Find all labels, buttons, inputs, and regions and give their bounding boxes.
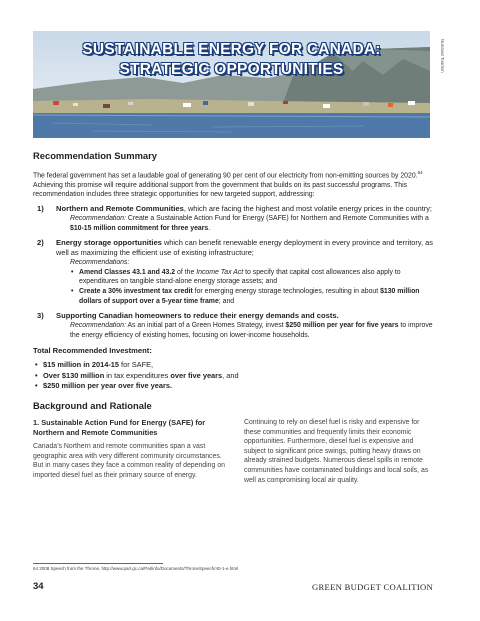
- rec-label: Recommendation:: [70, 322, 126, 330]
- bullet-mid: for emerging energy storage technologies, resulting in about: [192, 288, 381, 296]
- item-heading-rest: which can benefit renewable energy deployment in every province and territory, as well as maximizing the efficient use of existing infrastructure;: [56, 238, 433, 258]
- background-heading: Background and Rationale: [33, 400, 152, 412]
- item-rest: for SAFE,: [119, 360, 154, 370]
- recommendation-summary-heading: Recommendation Summary: [33, 150, 157, 161]
- banner-title-line2: STRATEGIC OPPORTUNITIES: [119, 61, 344, 78]
- item-heading-bold: Northern and Remote Communities: [56, 204, 184, 214]
- rec-end: to improve the energy efficiency of existing homes, focusing on lower-income households.: [70, 322, 433, 339]
- bullet-bold: Create a 30% investment tax credit: [79, 288, 193, 296]
- rec-text: As an initial part of a Green Homes Strategy, invest: [125, 322, 286, 330]
- bullet-bold-2: $130 million dollars of support over a 5-year time frame: [79, 288, 420, 305]
- page-number: 34: [33, 581, 44, 592]
- item-rest-2: , and: [222, 370, 239, 380]
- item-heading: [56, 204, 437, 214]
- two-column-text: [33, 418, 437, 485]
- bullet-bold: Amend Classes 43.1 and 43.2: [79, 268, 176, 276]
- list-item: [33, 381, 437, 391]
- item-bold: $15 million in 2014-15: [43, 360, 119, 370]
- item-number: 2): [37, 238, 44, 248]
- item-recommendation: [56, 214, 437, 233]
- right-column-text: Continuing to rely on diesel fuel is risky and expensive for these communities and frequently limits their economic opportunities. Furthermore, diesel fuel is expensive and subject to significant price swings, putting heavy draws on already strained budgets. Numerous diesel spills in remote communities have contaminated buildings and local soils, as well as compromising local air quality.: [244, 419, 429, 484]
- organization-name: GREEN BUDGET COALITION: [311, 582, 433, 592]
- rec-end: .: [208, 224, 211, 232]
- list-item: [33, 371, 437, 381]
- summary-intro: [33, 168, 437, 200]
- item-recommendation-label: [56, 258, 437, 268]
- sub-bullet-1: [56, 268, 437, 287]
- bullet-rest: to specify that capital cost allowances also apply to expenditures on tangible stand-alone energy storage assets; and: [79, 268, 401, 286]
- total-investment-heading: Total Recommended Investment:: [33, 346, 152, 356]
- recommendation-list: [33, 204, 437, 340]
- bullet-rest: ; and: [218, 297, 235, 305]
- recommendation-2: [33, 238, 437, 306]
- rec-text: Create a Sustainable Action Fund for Energy (SAFE) for Northern and Remote Communities with a: [125, 215, 429, 223]
- item-bold: $250 million per year over five years.: [43, 380, 173, 390]
- item-bold-2: over five years: [170, 370, 223, 380]
- right-column: [244, 418, 437, 485]
- footnote-divider: [33, 563, 163, 564]
- item-number: 1): [37, 204, 44, 214]
- item-heading-bold: Energy storage opportunities: [56, 238, 162, 248]
- bullet-italic: Income Tax Act: [196, 268, 244, 276]
- recommendation-3: [33, 311, 437, 340]
- main-content: [33, 150, 437, 485]
- rec-bold: $250 million per year for five years: [285, 322, 399, 330]
- left-column: [33, 418, 226, 485]
- item-heading: [56, 238, 437, 258]
- header-banner: [33, 31, 430, 138]
- total-investment-section: [33, 345, 437, 391]
- item-heading-rest: , which are facing the highest and most volatile energy prices in the country;: [183, 204, 432, 214]
- rec-bold: $10-15 million commitment for three years: [70, 224, 209, 232]
- footnote: 64 2008 Speech from the Throne, http://www.parl.gc.ca/Parlinfo/Documents/ThroneSpeech/40-1-e.html: [33, 566, 239, 571]
- total-investment-list: [33, 360, 437, 391]
- bullet-mid: of the: [175, 268, 197, 276]
- recommendation-1: [33, 204, 437, 233]
- rec-label: Recommendation:: [70, 215, 126, 223]
- item-rest: in tax expenditures: [104, 370, 171, 380]
- left-column-text: Canada’s Northern and remote communities span a vast geographic area with very different community circumstances. But in many cases they face a common reality of depending on imported diesel fuel as their primary source of energy.: [33, 443, 225, 479]
- list-item: [33, 360, 437, 370]
- banner-title-line1: SUSTAINABLE ENERGY FOR CANADA:: [82, 41, 381, 58]
- item-heading-bold: Supporting Canadian homeowners to reduce their energy demands and costs.: [56, 311, 339, 321]
- item-bold: Over $130 million: [43, 370, 105, 380]
- item-heading: [56, 311, 437, 321]
- rec-label: Recommendations:: [70, 259, 130, 267]
- intro-text-a: The federal government has set a laudable goal of generating 90 per cent of our electricity from non-emitting sources by 2020.: [33, 172, 418, 180]
- item-recommendation: [56, 321, 437, 340]
- safe-subheading: 1. Sustainable Action Fund for Energy (SAFE) for Northern and Remote Communities: [33, 418, 206, 438]
- intro-text-b: Achieving this promise will require additional support from the government that builds on its past successful programs. This recommendation includes three strategic opportunities for new targeted support, addressing:: [33, 181, 408, 199]
- item-number: 3): [37, 311, 44, 321]
- photo-credit: Nunavut Tourism: [440, 39, 445, 73]
- sub-bullet-2: [56, 287, 437, 306]
- footnote-ref[interactable]: 64: [417, 170, 423, 175]
- banner-title: [33, 40, 430, 80]
